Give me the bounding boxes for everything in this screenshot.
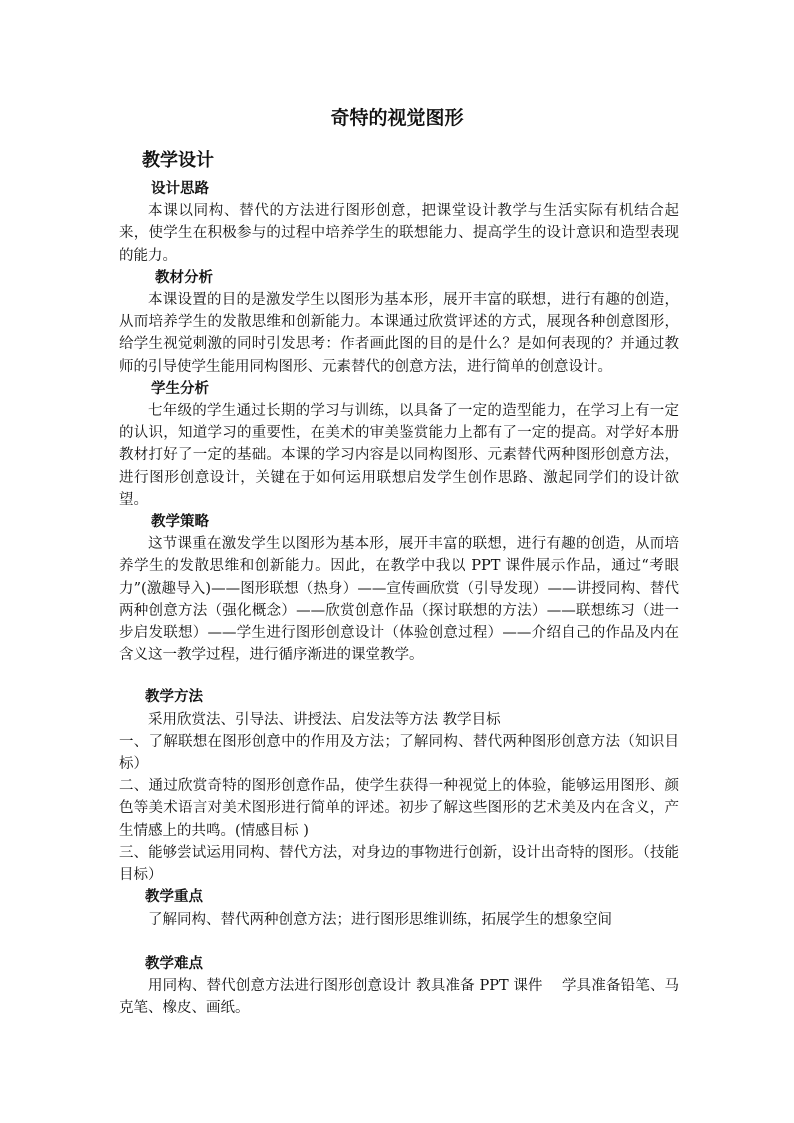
design-idea-text: 本课以同构、替代的方法进行图形创意，把课堂设计教学与生活实际有机结合起来，使学生在积极参与的过程中培养学生的联想能力、提高学生的设计意识和造型表现的能力。 [119, 203, 679, 264]
student-analysis-text: 七年级的学生通过长期的学习与训练，以具备了一定的造型能力，在学习上有一定的认识，知道学习的重要性，在美术的审美鉴赏能力上都有了一定的提高。对学好本册教材打好了一定的基础。本课的学习内容是以同构图形、元素替代两种图形创意方法，进行图形创意设计，关键在于如何运用联想启发学生创作思路、激起同学们的设计欲望。 [119, 403, 679, 508]
student-analysis-heading: 学生分析 [151, 379, 209, 397]
teaching-method-text: 采用欣赏法、引导法、讲授法、启发法等方法 教学目标 [148, 711, 501, 728]
design-idea-heading: 设计思路 [151, 180, 209, 197]
spacer [119, 666, 679, 686]
section-heading: 教学设计 [142, 150, 214, 171]
spacer [119, 931, 679, 953]
goal-item: 三、能够尝试运用同构、替代方法，对身边的事物进行创新，设计出奇特的图形。（技能目标） [119, 844, 679, 884]
teaching-strategy-heading: 教学策略 [151, 513, 209, 531]
teaching-strategy-text: 这节课重在激发学生以图形为基本形，展开丰富的联想，进行有趣的创造，从而培养学生的发散思维和创新能力。因此，在教学中我以 PPT 课件展示作品，通过“考眼力”(激趣导入)——图形联想（热身）——宣传画欣赏（引导发现）——讲授同构、替代两种创意方法（强化概念）——欣赏创意作品（探讨联想的方法）——联想练习（进一步启发联想）——学生进行图形创意设计（体验创意过程）——介绍自己的作品及内在含义这一教学过程，进行循序渐进的课堂教学。 [119, 536, 679, 664]
difficulties-heading: 教学难点 [145, 954, 203, 972]
document-body [119, 178, 679, 1019]
material-analysis-text: 本课设置的目的是激发学生以图形为基本形，展开丰富的联想，进行有趣的创造，从而培养学生的发散思维和创新能力。本课通过欣赏评述的方式，展现各种创意图形，给学生视觉刺激的同时引发思考：作者画此图的目的是什么？是如何表现的？并通过教师的引导使学生能用同构图形、元素替代的创意方法，进行简单的创意设计。 [119, 292, 679, 375]
goal-item: 一、了解联想在图形创意中的作用及方法；了解同构、替代两种图形创意方法（知识目标） [119, 733, 679, 773]
difficulties-text: 用同构、替代创意方法进行图形创意设计 教具准备 PPT 课件 学具准备铅笔、马克笔、橡皮、画纸。 [119, 977, 679, 1017]
material-analysis-heading: 教材分析 [155, 268, 213, 286]
page-title: 奇特的视觉图形 [330, 107, 464, 129]
key-points-text: 了解同构、替代两种创意方法；进行图形思维训练，拓展学生的想象空间 [148, 911, 612, 928]
goal-item: 二、通过欣赏奇特的图形创意作品，使学生获得一种视觉上的体验，能够运用图形、颜色等美术语言对美术图形进行简单的评述。初步了解这些图形的艺术美及内在含义，产生情感上的共鸣。(情感目标 ) [119, 778, 679, 839]
teaching-method-heading: 教学方法 [145, 688, 203, 706]
key-points-heading: 教学重点 [145, 888, 203, 906]
